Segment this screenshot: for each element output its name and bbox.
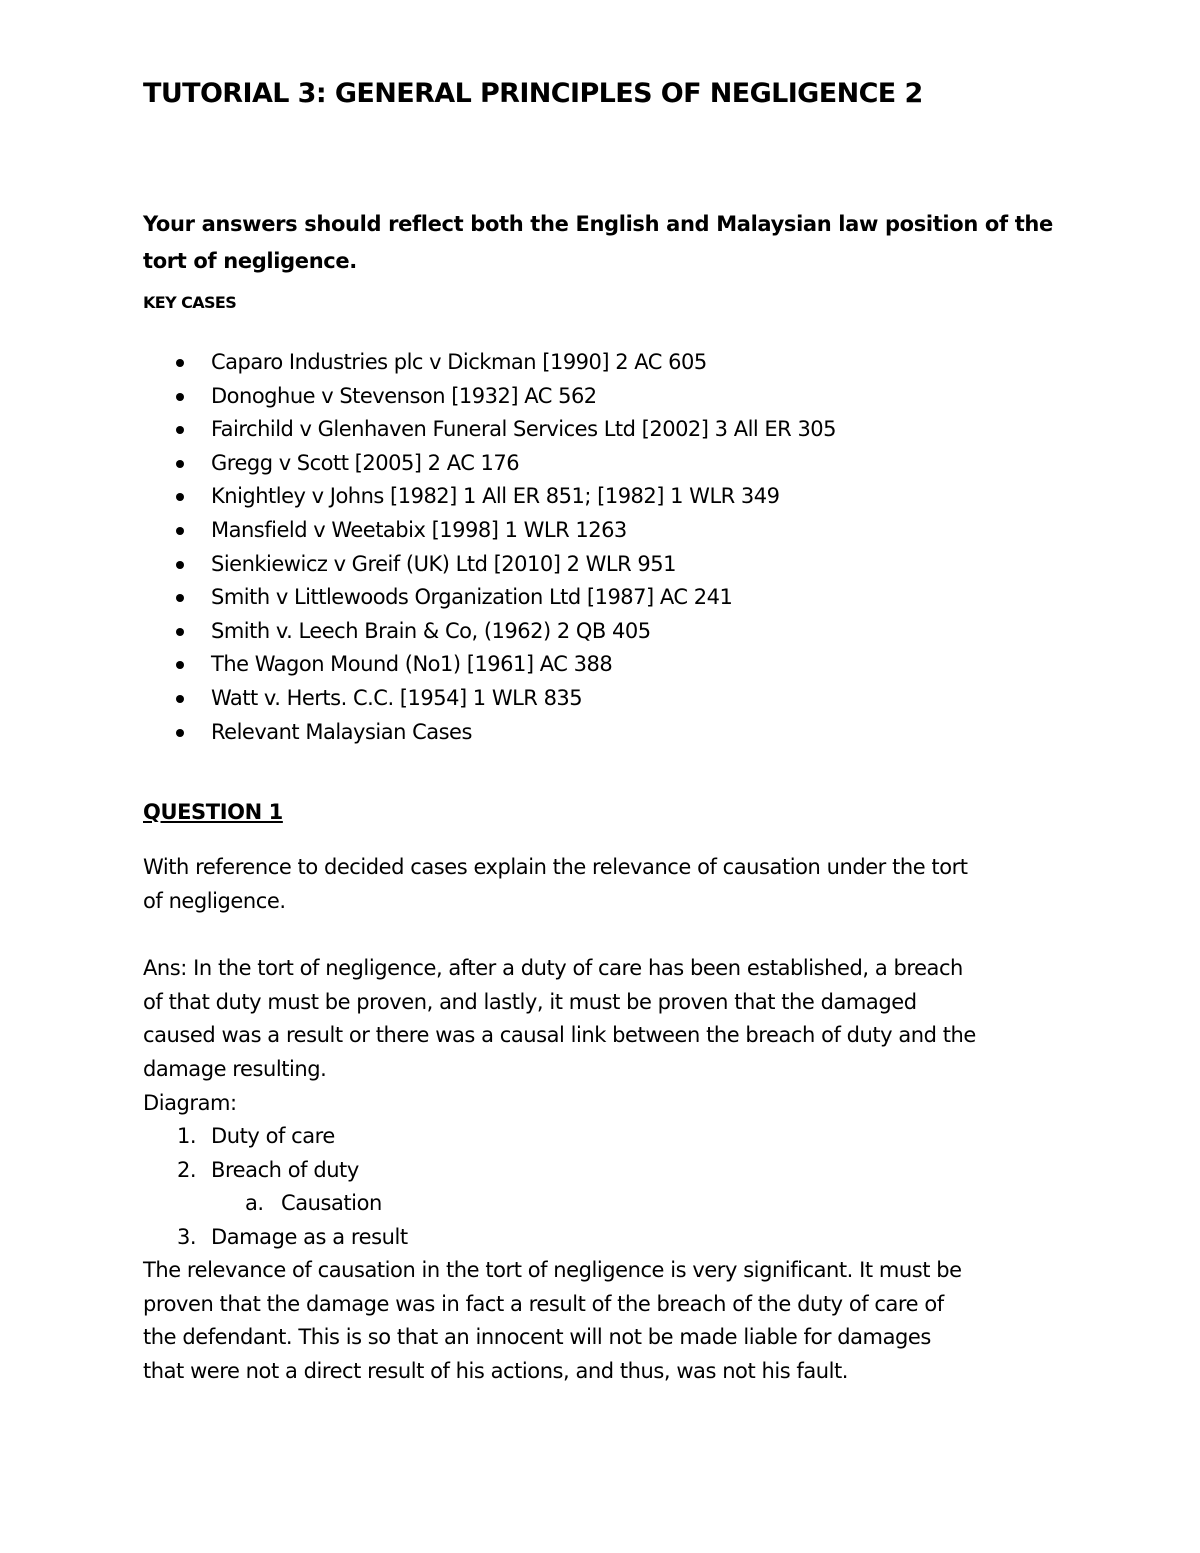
case-text: The Wagon Mound (No1) [1961] AC 388 (211, 652, 613, 677)
step-number: 2. (177, 1157, 197, 1182)
bullet-icon (176, 460, 184, 468)
bullet-icon (176, 426, 184, 434)
answer-text (143, 952, 976, 1086)
case-text: Donoghue v Stevenson [1932] AC 562 (211, 383, 597, 408)
case-item (143, 716, 836, 750)
bullet-icon (176, 628, 184, 636)
relevance-line: The relevance of causation in the tort of negligence is very significant. It must be (143, 1258, 962, 1282)
key-cases-list (143, 346, 836, 749)
bullet-icon (176, 493, 184, 501)
step-text: Causation (281, 1191, 382, 1216)
case-item (143, 615, 836, 649)
case-text: Caparo Industries plc v Dickman [1990] 2 AC 605 (211, 350, 707, 374)
answer-line: of that duty must be proven, and lastly, it must be proven that the damaged (143, 989, 917, 1014)
step-text: Breach of duty (211, 1157, 359, 1182)
answer-line: Ans: In the tort of negligence, after a duty of care has been established, a breach (143, 956, 963, 980)
bullet-icon (176, 661, 184, 669)
case-item (143, 682, 836, 716)
case-text: Watt v. Herts. C.C. [1954] 1 WLR 835 (211, 685, 583, 710)
case-text: Relevant Malaysian Cases (211, 719, 472, 744)
answer-line: damage resulting. (143, 1056, 327, 1081)
intro-line: tort of negligence. (143, 249, 357, 273)
step-number: 3. (177, 1224, 197, 1249)
relevance-line: proven that the damage was in fact a result of the breach of the duty of care of (143, 1291, 944, 1316)
case-item (143, 480, 836, 514)
question-line: of negligence. (143, 888, 286, 913)
case-text: Smith v. Leech Brain & Co, (1962) 2 QB 405 (211, 618, 651, 643)
case-text: Gregg v Scott [2005] 2 AC 176 (211, 450, 520, 475)
bullet-icon (176, 359, 184, 367)
case-item (143, 413, 836, 447)
answer-line: caused was a result or there was a causal link between the breach of duty and the (143, 1023, 976, 1048)
question-text (143, 851, 968, 918)
case-item (143, 581, 836, 615)
document-title: TUTORIAL 3: GENERAL PRINCIPLES OF NEGLIGENCE 2 (143, 78, 923, 109)
bullet-icon (176, 527, 184, 535)
relevance-paragraph (143, 1254, 962, 1388)
bullet-icon (176, 393, 184, 401)
step-number: 1. (177, 1124, 197, 1148)
intro-instructions (143, 206, 1053, 280)
case-item (143, 346, 836, 380)
question-heading: QUESTION 1 (143, 800, 283, 824)
bullet-icon (176, 695, 184, 703)
case-item (143, 447, 836, 481)
bullet-icon (176, 561, 184, 569)
case-text: Mansfield v Weetabix [1998] 1 WLR 1263 (211, 517, 627, 542)
case-text: Fairchild v Glenhaven Funeral Services Ltd [2002] 3 All ER 305 (211, 417, 837, 442)
step-number: a. (245, 1191, 264, 1216)
case-item (143, 548, 836, 582)
bullet-icon (176, 729, 184, 737)
step-text: Duty of care (211, 1124, 335, 1148)
intro-line: Your answers should reflect both the English and Malaysian law position of the (143, 212, 1053, 236)
relevance-line: that were not a direct result of his actions, and thus, was not his fault. (143, 1358, 849, 1383)
case-text: Knightley v Johns [1982] 1 All ER 851; [1982] 1 WLR 349 (211, 484, 780, 509)
case-item (143, 514, 836, 548)
relevance-line: the defendant. This is so that an innocent will not be made liable for damages (143, 1325, 931, 1350)
case-text: Sienkiewicz v Greif (UK) Ltd [2010] 2 WLR 951 (211, 551, 676, 576)
diagram-label: Diagram: (143, 1091, 237, 1115)
case-text: Smith v Littlewoods Organization Ltd [1987] AC 241 (211, 585, 733, 610)
case-item (143, 648, 836, 682)
step-text: Damage as a result (211, 1224, 408, 1249)
case-item (143, 380, 836, 414)
question-line: With reference to decided cases explain the relevance of causation under the tort (143, 855, 968, 879)
key-cases-heading: KEY CASES (143, 293, 237, 312)
bullet-icon (176, 594, 184, 602)
